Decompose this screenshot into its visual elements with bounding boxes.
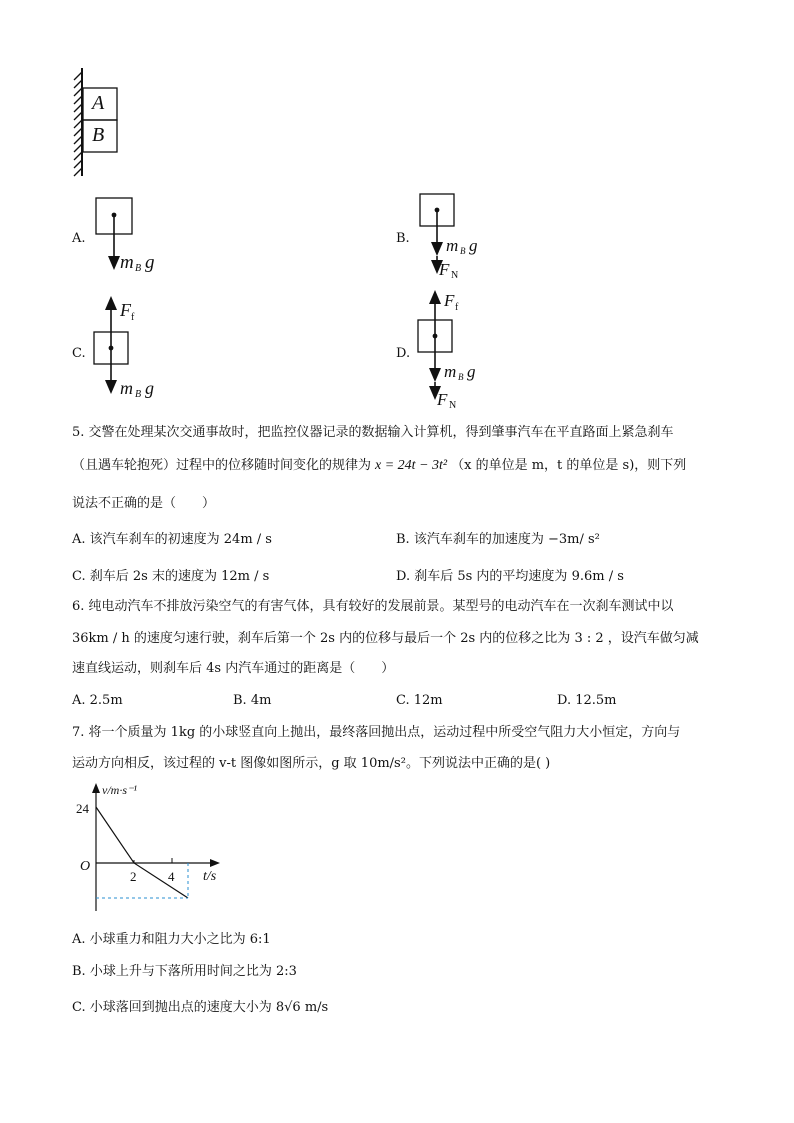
- q4-d-sub-n: N: [449, 400, 457, 411]
- q5-line-2-pre: （且遇车轮抱死）过程中的位移随时间变化的规律为: [72, 458, 372, 473]
- q4-option-b-letter: B.: [396, 231, 410, 246]
- q4-a-sub-b: B: [135, 263, 142, 274]
- q7-option-a: A. 小球重力和阻力大小之比为 6:1: [72, 932, 271, 947]
- q4-b-sub-b: B: [460, 246, 466, 256]
- q4-d-g: g: [467, 362, 476, 381]
- q4-c-g: g: [145, 378, 154, 398]
- q5-option-b: B. 该汽车刹车的加速度为 −3m/ s²: [396, 532, 600, 547]
- q4-b-g: g: [469, 236, 478, 255]
- q4-b-f: F: [439, 260, 450, 279]
- q7-graph-x-tick-4: 4: [168, 869, 175, 884]
- q5-option-c: C. 刹车后 2s 末的速度为 12m / s: [72, 569, 270, 584]
- q5-line-2-post: （x 的单位是 m，t 的单位是 s)，则下列: [451, 458, 687, 473]
- q4-c-sub-b: B: [135, 389, 142, 400]
- q4-a-m: m: [120, 252, 134, 273]
- q4-c-f: F: [120, 300, 131, 320]
- q7-option-b: B. 小球上升与下落所用时间之比为 2:3: [72, 964, 297, 979]
- q7-vt-graph: [76, 783, 236, 915]
- q4-a-g: g: [145, 252, 155, 273]
- q6-line-1: 6. 纯电动汽车不排放污染空气的有害气体，具有较好的发展前景。某型号的电动汽车在一次刹车测试中以: [72, 599, 674, 614]
- q6-line-3: 速直线运动，则刹车后 4s 内汽车通过的距离是（ ）: [72, 661, 395, 676]
- q5-formula: x = 24t − 3t²: [375, 458, 448, 473]
- q5-line-1: 5. 交警在处理某次交通事故时，把监控仪器记录的数据输入计算机，得到肇事汽车在平直路面上紧急刹车: [72, 425, 674, 440]
- q4-d-m: m: [444, 362, 457, 381]
- q5-option-d: D. 刹车后 5s 内的平均速度为 9.6m / s: [396, 569, 624, 584]
- q4-d-fn: F: [437, 390, 448, 409]
- q4-option-c-diagram: [90, 296, 174, 408]
- q7-graph-y-label: v/m·s⁻¹: [102, 783, 137, 797]
- q4-b-sub-n: N: [451, 270, 459, 281]
- q6-option-d: D. 12.5m: [557, 693, 617, 708]
- q6-option-b: B. 4m: [233, 693, 272, 708]
- q4-c-sub-f: f: [131, 312, 135, 323]
- q7-graph-x-tick-2: 2: [130, 869, 137, 884]
- q4-c-m: m: [120, 378, 133, 398]
- q4-option-b-diagram: [416, 190, 496, 288]
- q7-graph-x-label: t/s: [203, 869, 217, 884]
- wall-blocks-figure: [70, 66, 130, 178]
- q4-d-sub-b: B: [458, 372, 464, 382]
- q6-line-2: 36km / h 的速度匀速行驶，刹车后第一个 2s 内的位移与最后一个 2s 内的位移之比为 3 : 2 ，设汽车做匀减: [72, 631, 699, 646]
- q5-line-2: [72, 457, 686, 475]
- q7-line-2: 运动方向相反，该过程的 v-t 图像如图所示，g 取 10m/s²。下列说法中正确的是( ): [72, 756, 551, 771]
- q4-option-a-letter: A.: [72, 231, 86, 246]
- q7-graph-origin: O: [80, 859, 91, 874]
- q5-option-a: A. 该汽车刹车的初速度为 24m / s: [72, 532, 272, 547]
- q4-option-d-letter: D.: [396, 346, 411, 361]
- q4-option-a-diagram: [90, 196, 170, 278]
- q6-option-a: A. 2.5m: [72, 693, 123, 708]
- q7-option-c: C. 小球落回到抛出点的速度大小为 8√6 m/s: [72, 1000, 329, 1015]
- q4-d-f: F: [444, 291, 455, 310]
- q6-option-c: C. 12m: [396, 693, 443, 708]
- q7-line-1: 7. 将一个质量为 1kg 的小球竖直向上抛出，最终落回抛出点，运动过程中所受空气阻力大小恒定，方向与: [72, 725, 681, 740]
- q4-b-m: m: [446, 236, 459, 255]
- q4-option-c-letter: C.: [72, 346, 86, 361]
- q4-d-sub-f: f: [455, 302, 459, 313]
- q7-graph-y-tick: 24: [76, 801, 89, 816]
- q5-line-3: 说法不正确的是（ ）: [72, 496, 216, 511]
- q4-option-d-diagram: [414, 290, 500, 414]
- block-a-label: A: [92, 92, 105, 114]
- block-b-label: B: [92, 124, 105, 146]
